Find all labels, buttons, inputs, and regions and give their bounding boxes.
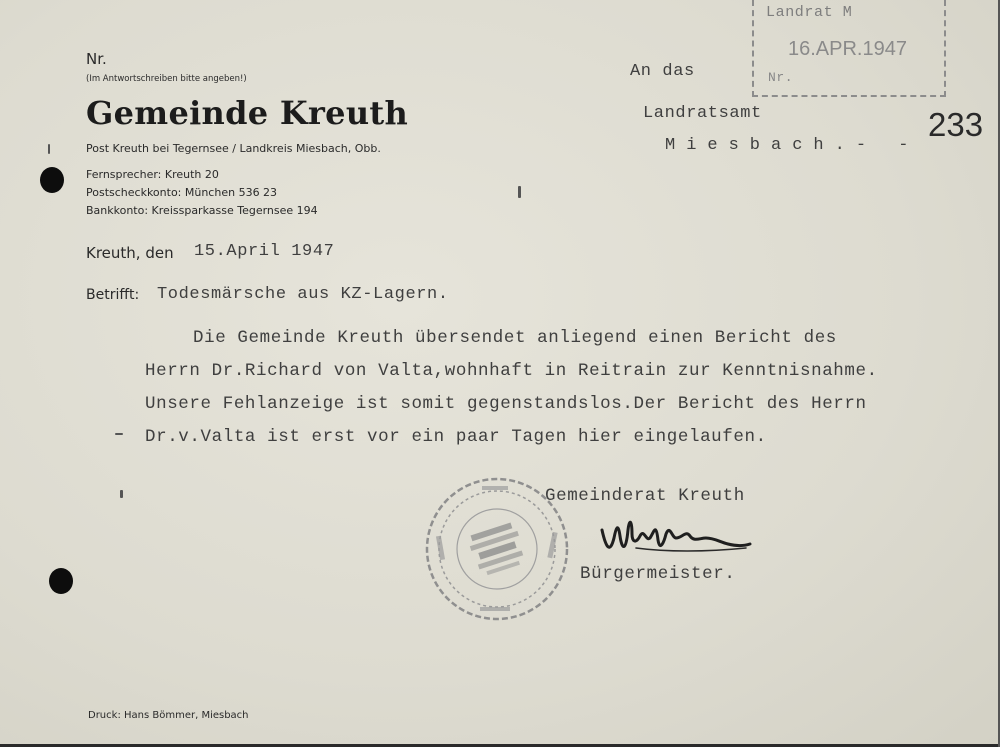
receipt-stamp-number: Nr.: [768, 70, 794, 85]
postal-check-line: Postscheckkonto: München 536 23: [86, 186, 278, 199]
mayor-signature-icon: [596, 508, 756, 568]
council-closing: Gemeinderat Kreuth: [545, 486, 745, 506]
paper-speck: [115, 433, 123, 435]
place-date-label: Kreuth, den: [86, 244, 174, 262]
body-line-1: Die Gemeinde Kreuth übersendet anliegend einen Bericht des: [193, 328, 837, 348]
document-number: 233: [928, 106, 984, 143]
recipient-line-3: Miesbach.- -: [665, 136, 920, 155]
subject-label: Betrifft:: [86, 287, 140, 303]
receipt-stamp-date: 16.APR.1947: [788, 38, 907, 60]
body-line-2: Herrn Dr.Richard von Valta,wohnhaft in Reitrain zur Kenntnisnahme.: [145, 361, 878, 381]
subject-text: Todesmärsche aus KZ-Lagern.: [157, 285, 449, 304]
receipt-stamp-office: Landrat M: [766, 4, 853, 21]
paper-speck: [48, 144, 50, 154]
letter-date: 15.April 1947: [194, 242, 335, 261]
body-line-3: Unsere Fehlanzeige ist somit gegenstandslos.Der Bericht des Herrn: [145, 394, 867, 414]
recipient-line-1: An das: [630, 62, 695, 81]
reference-number-label: Nr.: [86, 50, 107, 68]
paper-speck: [120, 490, 123, 498]
reply-reference-note: (Im Antwortschreiben bitte angeben!): [86, 74, 247, 84]
recipient-line-2: Landratsamt: [643, 104, 762, 123]
printer-imprint: Druck: Hans Bömmer, Miesbach: [88, 710, 249, 721]
bank-line: Bankkonto: Kreissparkasse Tegernsee 194: [86, 204, 318, 217]
municipal-seal-icon: [424, 476, 570, 622]
paper-speck: [518, 186, 521, 198]
postal-address: Post Kreuth bei Tegernsee / Landkreis Miesbach, Obb.: [86, 142, 381, 155]
punch-hole-bottom: [49, 568, 73, 594]
phone-line: Fernsprecher: Kreuth 20: [86, 168, 219, 181]
contact-details: [86, 166, 318, 220]
municipality-name: Gemeinde Kreuth: [86, 94, 409, 132]
mayor-title: Bürgermeister.: [580, 564, 736, 584]
punch-hole-top: [40, 167, 64, 193]
body-line-4: Dr.v.Valta ist erst vor ein paar Tagen hier eingelaufen.: [145, 427, 767, 447]
